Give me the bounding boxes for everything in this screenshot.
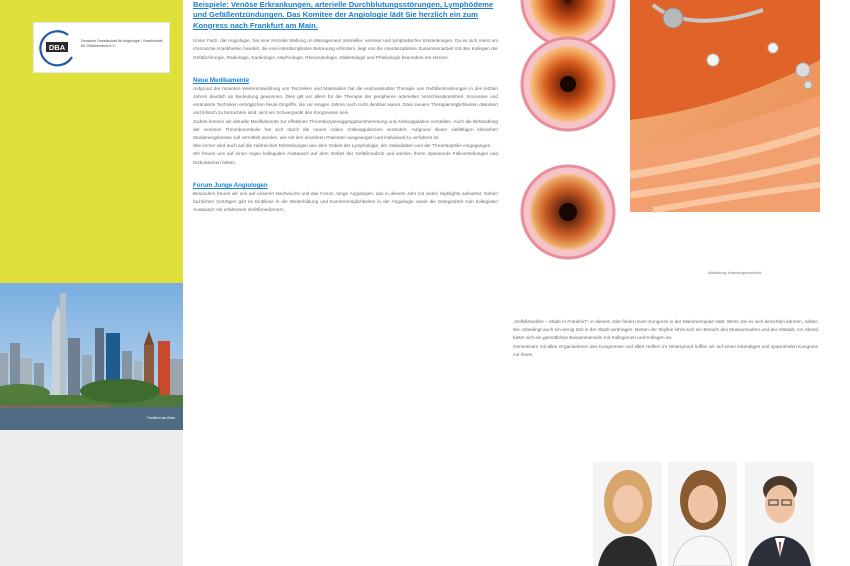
paragraph: Wie immer wird auch auf die zahlreichen Erkrankungen aus dem Gebiet der Lymphologie, der Vaskulitiden und der Thrombophilie eingegangen. — [193, 143, 492, 149]
paragraph: Aufgrund der rasanten Weiterentwicklung von Techniken und Materialien hat die endovaskuläre Therapie von Gefäßerkrankungen in den letzten Jahren deutlich an Bedeutung gewonnen. Dies gilt vor allem für die Therapie der peripheren arteriellen Verschlusskrankheit. Innovative und veränderte Techniken ermöglichen heute Eingriffe, die vor einigen Jahren noch nicht denkbar waren. Dass neuere Therapiemöglichkeiten diskutiert und kritisch zu betrachten sind, wird ein Schwerpunkt des Kongresses sein. — [193, 85, 498, 116]
logo-text: Deutsche Gesellschaft für Angiologie / Gesellschaft für Gefäßmedizin e.V. — [81, 39, 163, 48]
right-column-text — [513, 318, 818, 359]
logo-mark-text: DBA — [48, 43, 66, 52]
gray-panel — [0, 430, 183, 566]
paragraph: „Gefäßmedizin – Made in Frankfurt“: in diesem Jahr findet unser Kongress in der Mainmetropole statt. Wenn Sie es sich einrichten können, sollten Sie unbedingt auch ein wenig Zeit in der Stadt verbringen. Neben der Skyline lohnt sich ein Besuch des Museumsufers und der Altstadt. Am Abend bietet sich ein gemütliches Beisammensein mit Kolleginnen und Kollegen an. — [513, 319, 818, 341]
portrait-photo-woman-2 — [668, 462, 737, 566]
left-rail — [0, 0, 183, 566]
paragraph: Besonders freuen wir uns auf unseren Nachwuchs und das Forum Junge Angiologen, das in diesem Jahr mit vielen Highlights aufwartet. Neben fachlichen Vorträgen gibt es Einblicke in die Weiterbildung und Karrieremöglichkeiten in der Angiologie sowie die Gelegenheit zum kollegialen Austausch mit erfahrenen Gefäßmedizinern. — [193, 190, 498, 213]
intro-heading: Beispiele: Venöse Erkrankungen, arterielle Durchblutungsstörungen, Lymphödeme und Gefäßentzündungen. Das Komitee der Angiologie lädt Sie herzlich ein zum Kongress nach Frankfurt am Main. — [193, 0, 494, 30]
paragraph: Gemeinsam mit allen Organisatoren des Kongresses und allen Helfern im Hintergrund hoffen wir auf einen lebendigen und spannenden Kongress mit Ihnen. — [513, 343, 818, 357]
subheading-medication: Neue Medikamente — [193, 76, 250, 84]
paragraph: Zudem können wir aktuelle Medikamente zur effektiven Thrombozytenaggregationshemmung und Antikoagulation vorstellen. Auch die Behandlung der venösen Thromboembolie hat sich durch die neuen oralen Antikoagulanzien verändert. Aufgrund dieser vielfältigen klinischen Studienergebnisse soll vermittelt werden, wie mit den einzelnen Patienten ausgewogen und individuell zu verfahren ist. — [193, 118, 498, 141]
logo-mark-icon — [38, 29, 78, 67]
paragraph: Wir freuen uns auf einen regen kollegialen Austausch auf dem Gebiet der Gefäßmedizin und werden Ihnen spannende Fallvorstellungen und Diskussionen bieten. — [193, 151, 498, 165]
subheading-young-angiologists: Forum Junge Angiologen — [193, 181, 268, 189]
paragraph: Unser Fach, die Angiologie, hat eine zentrale Stellung im Management arterieller, venöser und lymphatischer Erkrankungen. Da es sich meist um chronische Krankheiten handelt, die eine interdisziplinäre Betreuung erfordern, liegt uns die interdisziplinäre Zusammenarbeit mit den Kollegen der Gefäßchirurgie, Radiologie, Kardiologie, Nephrologie, Rheumatologie, Diabetologie und Phlebologie besonders am Herzen. — [193, 38, 498, 60]
society-logo — [33, 22, 170, 73]
figure-caption: Abbildung: Arterienquerschnitt — [708, 270, 762, 275]
photo-caption: Frankfurt am Main — [146, 416, 175, 420]
frankfurt-skyline-photo — [0, 283, 183, 430]
portrait-photo-woman-1 — [593, 462, 662, 566]
article-column — [193, 0, 498, 566]
artery-illustration — [513, 0, 831, 270]
portrait-photo-man — [745, 462, 814, 566]
